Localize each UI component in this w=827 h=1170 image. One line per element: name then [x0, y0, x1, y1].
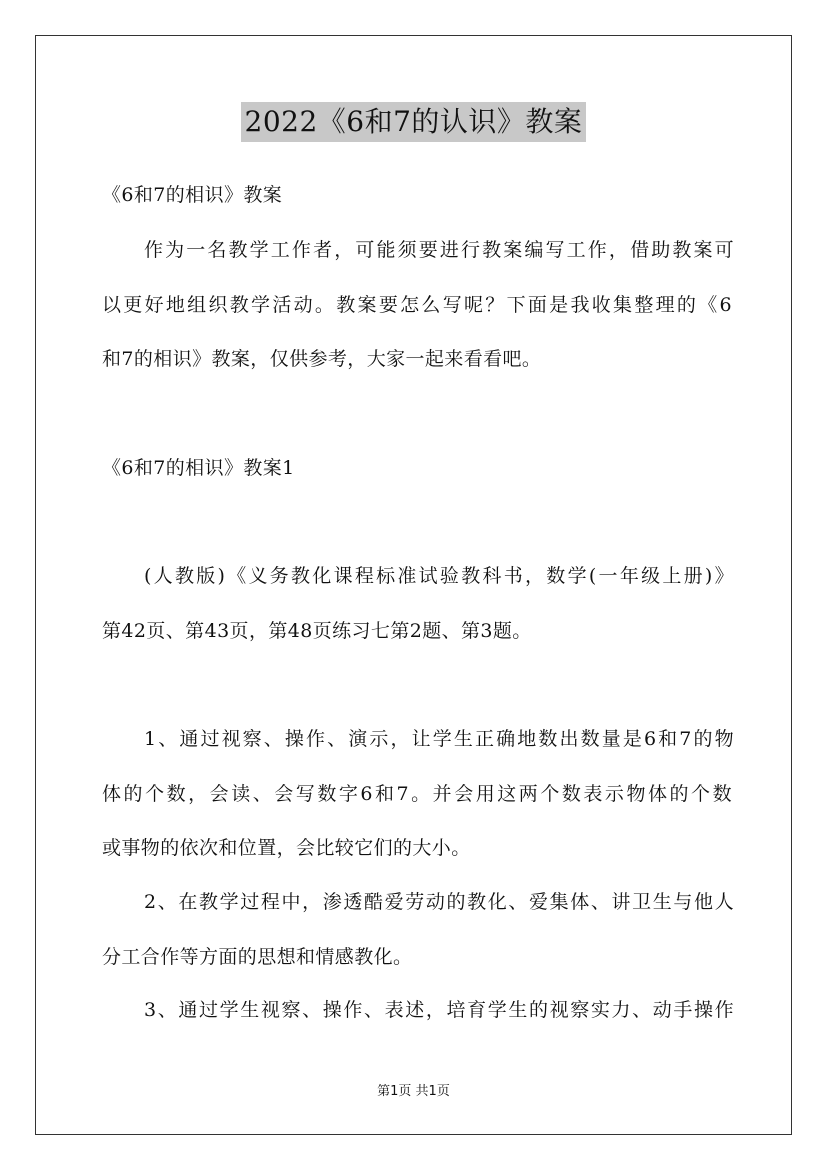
goal-2-line-2: 分工合作等方面的思想和情感教化。	[102, 946, 413, 968]
goal-3-line-1: 3、通过学生视察、操作、表述，培育学生的视察实力、动手操作	[144, 999, 734, 1021]
intro-line-3: 和7的相识》教案，仅供参考，大家一起来看看吧。	[102, 348, 542, 370]
goal-1-line-2: 体的个数，会读、会写数字6和7。并会用这两个数表示物体的个数	[102, 783, 732, 805]
page-footer: 第1页 共1页	[377, 1084, 450, 1099]
intro-line-1: 作为一名教学工作者，可能须要进行教案编写工作，借助教案可	[144, 239, 734, 261]
goal-2-line-1: 2、在教学过程中，渗透酷爱劳动的教化、爱集体、讲卫生与他人	[144, 891, 734, 913]
intro-line-2: 以更好地组织教学活动。教案要怎么写呢？下面是我收集整理的《6	[102, 294, 732, 316]
document-subtitle: 《6和7的相识》教案	[102, 184, 283, 206]
goal-1-line-3: 或事物的依次和位置，会比较它们的大小。	[102, 837, 471, 859]
source-line-1: (人教版)《义务教化课程标准试验教科书，数学(一年级上册)》	[144, 565, 734, 587]
section-heading: 《6和7的相识》教案1	[102, 457, 295, 479]
source-line-2: 第42页、第43页，第48页练习七第2题、第3题。	[102, 620, 532, 642]
title-container	[0, 102, 827, 142]
goal-1-line-1: 1、通过视察、操作、演示，让学生正确地数出数量是6和7的物	[144, 728, 734, 750]
page-title: 2022《6和7的认识》教案	[241, 102, 587, 142]
